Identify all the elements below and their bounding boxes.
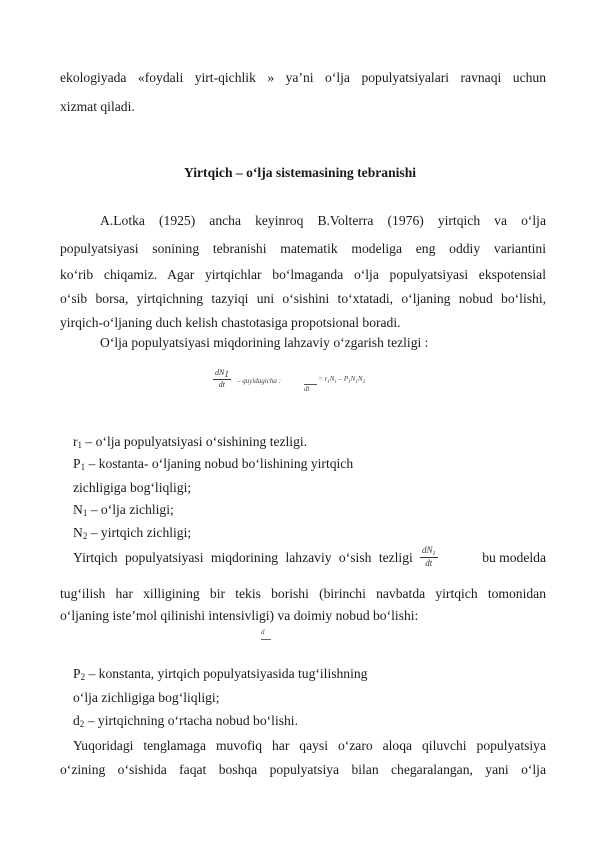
formula-1-right-den: dt [304, 384, 317, 393]
section-title: Yirtqich – o‘lja sistemasining tebranishi [183, 165, 417, 180]
intro-line-2: xizmat qiladi. [60, 99, 135, 114]
def-p2-cont: o‘lja zichligiga bog‘liqligi; [73, 690, 220, 705]
def-p1: $P_1$ – kostanta- o‘ljaning nobud bo‘lishining yirtqich [73, 456, 354, 472]
formula-1-right: = $r_1N_1 - P_1N_1N_2$ [318, 375, 365, 385]
para1-line-1: A.Lotka (1925) ancha keyinroq B.Volterra (1976) yirtqich va o‘lja [100, 213, 546, 228]
para1-line-3: ko‘rib chiqamiz. Agar yirtqichlar bo‘lmaganda o‘lja populyatsiyasi ekspotensial [60, 267, 546, 282]
para3-line-3: o‘ljaning iste’mol qilinishi intensivligi) va doimiy nobud bo‘lishi: [60, 608, 419, 623]
def-p1-cont: zichligiga bog‘liqligi; [73, 480, 192, 495]
para1-line-2: populyatsiyasi sonining tebranishi matematik modeliga eng oddiy variantini [60, 241, 546, 256]
closing-line-1: Yuqoridagi tenglamaga muvofiq har qaysi o‘zaro aloqa qiluvchi populyatsiya [73, 738, 546, 753]
para1-line-4: o‘sib borsa, yirtqichning tazyiqi uni o‘sishini to‘xtatadi, o‘ljaning nobud bo‘lishi, [60, 291, 546, 306]
para2: O‘lja populyatsiyasi miqdorining lahzaviy o‘zgarish tezligi : [100, 335, 429, 350]
closing-line-2: o‘zining o‘sishida faqat boshqa populyatsiya bilan chegaralangan, yani o‘lja [60, 762, 546, 777]
def-d2: $d_2$ – yirtqichning o‘rtacha nobud bo‘lishi. [73, 713, 298, 729]
formula-1-num: dN [215, 368, 225, 377]
para3-line-2: tug‘ilish har xilligining bir tekis borishi (birinchi navbatda yirtqich tomonidan [60, 586, 546, 601]
formula-2: d [261, 628, 271, 640]
formula-1-fraction: $\frac{dN_1}{dt}$ [215, 368, 229, 389]
def-r1: $r_1$ – o‘lja populyatsiyasi o‘sishining tezligi. [73, 434, 308, 450]
def-n1: $N_1$ – o‘lja zichligi; [73, 502, 174, 518]
intro-line-1: ekologiyada «foydali yirt-qichlik » ya’ni o‘lja populyatsiyalari ravnaqi uchun [60, 70, 546, 85]
def-p2: $P_2$ – konstanta, yirtqich populyatsiyasida tug‘ilishning [73, 666, 368, 682]
formula-1-middle: – quyidagicha : [237, 377, 281, 385]
def-n2: $N_2$ – yirtqich zichligi; [73, 525, 192, 541]
para3-end: bu modelda [482, 550, 546, 565]
para1-line-5: yirqich-o‘ljaning duch kelish chastotasiga propotsional boradi. [60, 315, 401, 330]
para3-start: Yirtqich populyatsiyasi miqdorining lahzaviy o‘sish tezligi [73, 550, 413, 565]
formula-1-den: dt [218, 380, 226, 389]
para3-fraction: $\frac{dN_1}{dt}$ [422, 545, 436, 568]
